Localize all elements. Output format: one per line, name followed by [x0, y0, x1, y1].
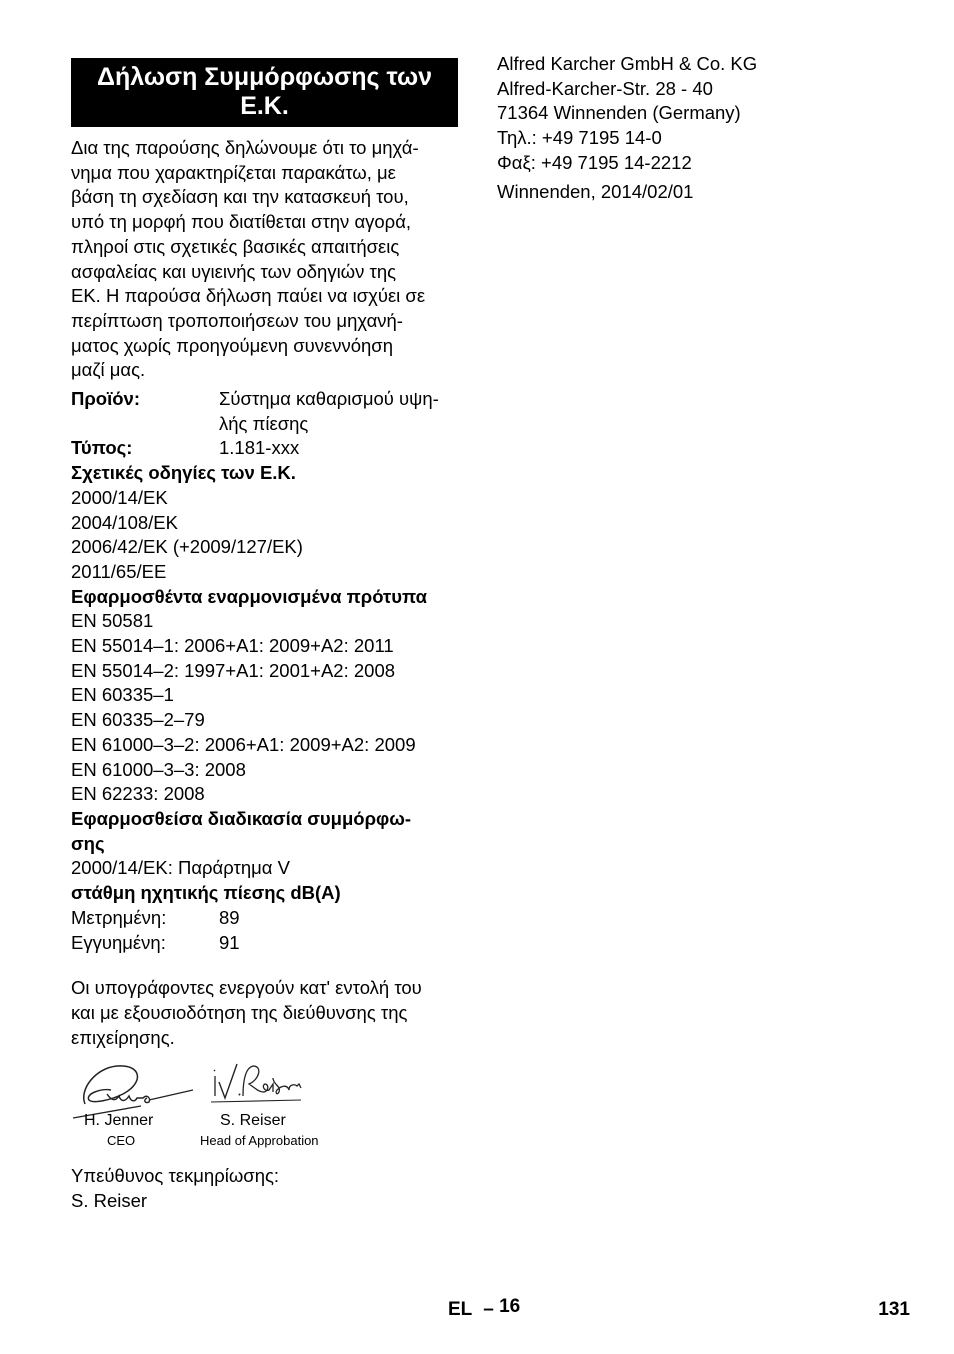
type-row	[71, 436, 471, 461]
intro-line: ΕΚ. Η παρούσα δήλωση παύει να ισχύει σε	[71, 285, 426, 307]
place-date: Winnenden, 2014/02/01	[497, 180, 694, 202]
standard-item: EN 62233: 2008	[71, 783, 205, 805]
signatory-role: Head of Approbation	[200, 1133, 319, 1149]
signatory-name: S. Reiser	[220, 1112, 286, 1130]
type-value: 1.181-xxx	[219, 437, 300, 459]
signatory-name: H. Jenner	[84, 1112, 154, 1130]
intro-paragraph	[71, 136, 463, 383]
intro-line: ασφαλείας και υγιεινής των οδηγιών της	[71, 260, 397, 282]
directive-item: 2004/108/ΕΚ	[71, 511, 178, 533]
page-title	[71, 58, 458, 127]
page-number: 131	[878, 1299, 910, 1320]
standard-item: EN 61000–3–2: 2006+A1: 2009+A2: 2009	[71, 733, 416, 755]
intro-line: βάση τη σχεδίαση και την κατασκευή του,	[71, 186, 409, 208]
footer-section-marker	[448, 1298, 520, 1322]
left-column	[71, 58, 471, 1214]
standard-item: EN 55014–2: 1997+A1: 2001+A2: 2008	[71, 659, 396, 681]
signatures-block	[71, 1060, 471, 1164]
sound-measured-label: Μετρημένη:	[71, 906, 167, 928]
standard-item: EN 60335–2–79	[71, 709, 205, 731]
product-value-line: Σύστημα καθαρισμού υψη-	[219, 388, 439, 410]
title-line: Ε.Κ.	[240, 92, 289, 120]
directive-item: 2000/14/ΕΚ	[71, 486, 168, 508]
address-line: 71364 Winnenden (Germany)	[497, 102, 741, 124]
sound-guaranteed-label: Εγγυημένη:	[71, 931, 166, 953]
procedure-value: 2000/14/ΕΚ: Παράρτημα V	[71, 857, 290, 879]
directives-list	[71, 486, 471, 585]
signatory-note	[71, 976, 471, 1050]
intro-line: περίπτωση τροποποιήσεων του μηχανή-	[71, 309, 403, 331]
footer-local-page: 16	[499, 1296, 521, 1317]
title-line: Δήλωση Συμμόρφωσης των	[97, 63, 432, 91]
intro-line: πληροί στις σχετικές βασικές απαιτήσεις	[71, 235, 400, 257]
intro-line: Δια της παρούσης δηλώνουμε ότι το μηχά-	[71, 137, 419, 158]
spacer	[71, 955, 471, 976]
product-value-line: λής πίεσης	[219, 412, 309, 434]
standards-list	[71, 609, 471, 807]
procedure-heading-line: Εφαρμοσθείσα διαδικασία συμμόρφω-	[71, 807, 412, 829]
signatory-note-line: και με εξουσιοδότηση της διεύθυνσης της	[71, 1001, 408, 1023]
address-line: Alfred-Karcher-Str. 28 - 40	[497, 77, 713, 99]
documentation-name: S. Reiser	[71, 1190, 148, 1212]
reiser-signature-image	[209, 1062, 309, 1104]
product-row	[71, 387, 471, 436]
standard-item: EN 50581	[71, 610, 154, 632]
directives-heading: Σχετικές οδηγίες των Ε.Κ.	[71, 462, 296, 484]
footer-separator: –	[483, 1299, 494, 1320]
intro-line: υπό τη μορφή που διατίθεται στην αγορά,	[71, 211, 412, 233]
footer-language: EL	[448, 1299, 472, 1320]
standard-item: EN 60335–1	[71, 684, 174, 706]
product-label: Προϊόν:	[71, 388, 140, 410]
procedure-heading-line: σης	[71, 832, 105, 854]
right-column	[497, 52, 917, 204]
sound-guaranteed-value: 91	[219, 931, 240, 953]
address-line: Τηλ.: +49 7195 14-0	[497, 127, 662, 149]
address-line: Alfred Karcher GmbH & Co. KG	[497, 53, 758, 74]
standard-item: EN 55014–1: 2006+A1: 2009+A2: 2011	[71, 635, 394, 657]
documentation-label: Υπεύθυνος τεκμηρίωσης:	[71, 1165, 280, 1187]
intro-line: ματος χωρίς προηγούμενη συνεννόηση	[71, 334, 394, 356]
company-address	[497, 52, 917, 176]
signatory-note-line: Οι υπογράφοντες ενεργούν κατ' εντολή του	[71, 977, 422, 999]
intro-line: νημα που χαρακτηρίζεται παρακάτω, με	[71, 161, 396, 183]
signatory-role: CEO	[107, 1133, 136, 1149]
intro-line: μαζί μας.	[71, 359, 146, 381]
procedure-heading	[71, 807, 471, 856]
sound-heading: στάθμη ηχητικής πίεσης dB(A)	[71, 882, 341, 904]
type-label: Τύπος:	[71, 437, 133, 459]
directive-item: 2011/65/ΕΕ	[71, 560, 167, 582]
standards-heading: Εφαρμοσθέντα εναρμονισμένα πρότυπα	[71, 585, 428, 607]
sound-measured-value: 89	[219, 906, 240, 928]
sound-guaranteed-row	[71, 931, 471, 956]
sound-measured-row	[71, 906, 471, 931]
signatory-note-line: επιχείρησης.	[71, 1026, 175, 1048]
standard-item: EN 61000–3–3: 2008	[71, 758, 246, 780]
address-line: Φαξ: +49 7195 14-2212	[497, 151, 692, 173]
directive-item: 2006/42/ΕΚ (+2009/127/ΕΚ)	[71, 536, 303, 558]
product-value	[219, 387, 471, 436]
